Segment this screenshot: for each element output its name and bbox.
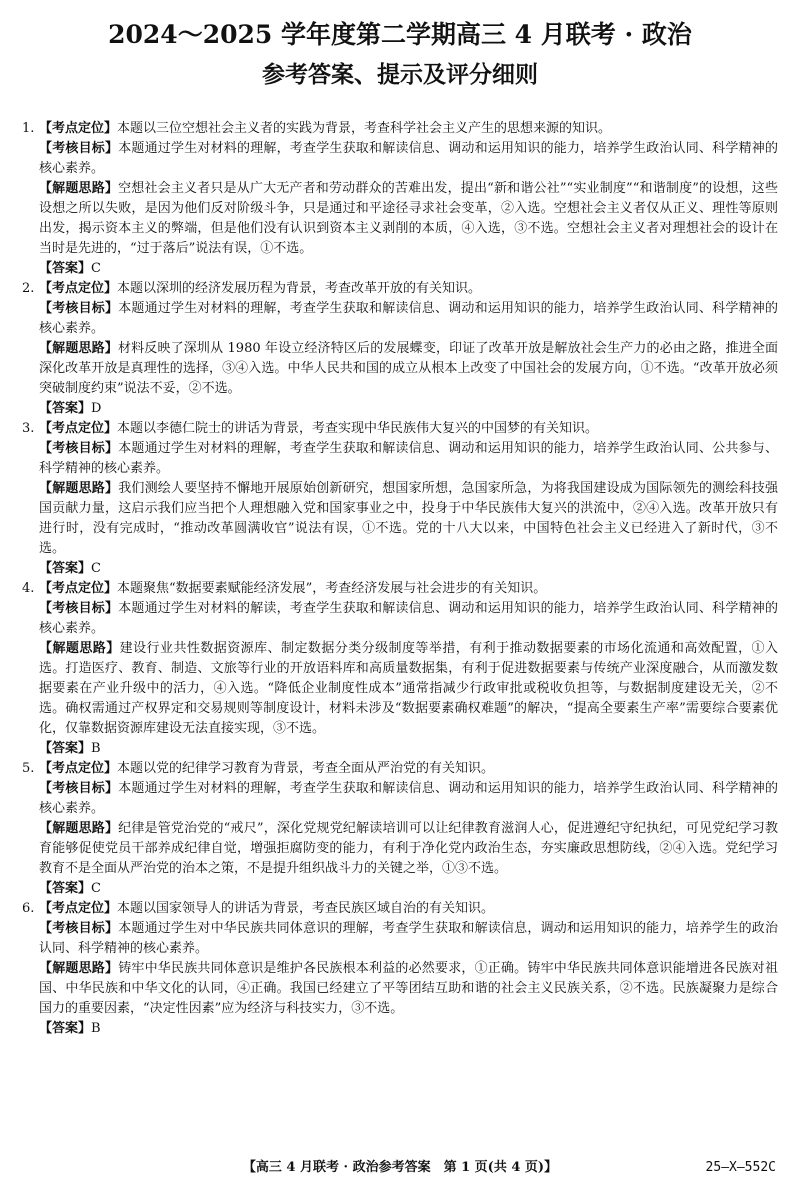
section-tag: 【考核目标】 (39, 601, 119, 616)
answer-section (22, 819, 778, 879)
section-text: 本题以党的纪律学习教育为背景，考查全面从严治党的有关知识。 (117, 761, 495, 776)
page-title: 2024～2025 学年度第二学期高三 4 月联考 · 政治 (108, 20, 692, 49)
section-tag: 【考点定位】 (39, 281, 118, 296)
section-tag: 【考点定位】 (39, 421, 118, 436)
answer-section (22, 579, 778, 599)
section-text: C (91, 881, 101, 896)
answer-section (22, 139, 778, 179)
answer-section (22, 439, 778, 479)
section-text: 材料反映了深圳从 1980 年设立经济特区后的发展蝶变，印证了改革开放是解放社会生产力的必由之路，推进全面深化改革开放是真理性的选择，③④入选。中华人民共和国的成立从根本上改变了中国社会的发展方向，①不选。“改革开放必须突破制度约束”说法不妥，②不选。 (39, 341, 778, 396)
answer-section (22, 759, 778, 779)
question-number: 3. (22, 421, 35, 436)
answer-section (22, 779, 778, 819)
question-block (22, 419, 778, 579)
section-tag: 【考点定位】 (39, 121, 118, 136)
section-text: 本题通过学生对材料的理解，考查学生获取和解读信息、调动和运用知识的能力，培养学生政治认同、科学精神的核心素养。 (39, 301, 778, 336)
section-text: 本题聚焦“数据要素赋能经济发展”，考查经济发展与社会进步的有关知识。 (117, 581, 547, 596)
answer-section (22, 299, 778, 339)
section-text: 铸牢中华民族共同体意识是维护各民族根本利益的必然要求，①正确。铸牢中华民族共同体意识能增进各民族对祖国、中华民族和中华文化的认同，④正确。我国已经建立了平等团结互助和谐的社会主义民族关系，②不选。民族凝聚力是综合国力的重要因素，“决定性因素”应为经济与科技实力，③不选。 (39, 961, 778, 1016)
answer-section (22, 639, 778, 739)
section-text: 本题通过学生对材料的理解，考查学生获取和解读信息、调动和运用知识的能力，培养学生政治认同、公共参与、科学精神的核心素养。 (39, 441, 778, 476)
question-block (22, 279, 778, 419)
question-block (22, 119, 778, 279)
answer-section (22, 419, 778, 439)
answer-section (22, 959, 778, 1019)
section-tag: 【考核目标】 (39, 441, 119, 456)
question-block (22, 579, 778, 759)
answer-section (22, 899, 778, 919)
section-tag: 【考点定位】 (39, 581, 118, 596)
question-block (22, 899, 778, 1039)
answer-section (22, 879, 778, 899)
answer-section (22, 919, 778, 959)
section-tag: 【解题思路】 (39, 181, 119, 196)
section-tag: 【解题思路】 (39, 961, 119, 976)
section-text: 建设行业共性数据资源库、制定数据分类分级制度等举措，有利于推动数据要素的市场化流通和高效配置，①入选。打造医疗、教育、制造、文旅等行业的开放语料库和高质量数据集，有利于促进数据要素与传统产业深度融合，从而激发数据要素在产业升级中的活力，④入选。“降低企业制度性成本”通常指减少行政审批或税收负担等，与数据制度建设无关，②不选。确权需通过产权界定和交易规则等制度设计，材料未涉及“数据要素确权难题”的解决，“提高全要素生产率”需要综合要素优化，仅靠数据资源库建设无法直接实现，③不选。 (39, 641, 778, 736)
question-number: 1. (22, 121, 35, 136)
footer-doc-code: 25—X—552C (705, 1160, 776, 1175)
answer-section (22, 399, 778, 419)
answer-section (22, 119, 778, 139)
answer-section (22, 259, 778, 279)
section-text: 本题通过学生对材料的理解，考查学生获取和解读信息、调动和运用知识的能力，培养学生政治认同、科学精神的核心素养。 (39, 781, 778, 816)
question-number: 5. (22, 761, 35, 776)
section-tag: 【考核目标】 (39, 301, 119, 316)
section-tag: 【答案】 (39, 1021, 92, 1036)
section-text: C (91, 261, 101, 276)
section-tag: 【答案】 (39, 561, 92, 576)
section-text: B (91, 1021, 101, 1036)
section-text: 空想社会主义者只是从广大无产者和劳动群众的苦难出发，提出“新和谐公社”“实业制度”“和谐制度”的设想，这些设想之所以失败，是因为他们反对阶级斗争，只是通过和平途径寻求社会变革，②入选。空想社会主义者仅从正义、理性等原则出发，揭示资本主义的弊端，但是他们没有认识到资本主义剥削的本质，④入选，③不选。空想社会主义者对理想社会的设计在当时是先进的，“过于落后”说法有误，①不选。 (39, 181, 778, 256)
section-text: 本题通过学生对中华民族共同体意识的理解，考查学生获取和解读信息，调动和运用知识的能力，培养学生的政治认同、科学精神的核心素养。 (39, 921, 778, 956)
answer-section (22, 339, 778, 399)
section-tag: 【考点定位】 (39, 901, 118, 916)
section-text: 本题以深圳的经济发展历程为背景，考查改革开放的有关知识。 (117, 281, 482, 296)
footer-page-info: 【高三 4 月联考 · 政治参考答案 第 1 页(共 4 页)】 (242, 1160, 558, 1175)
section-text: 本题通过学生对材料的理解，考查学生获取和解读信息、调动和运用知识的能力，培养学生政治认同、科学精神的核心素养。 (39, 141, 778, 176)
page-footer (0, 1158, 800, 1178)
section-tag: 【考点定位】 (39, 761, 118, 776)
section-tag: 【答案】 (39, 741, 92, 756)
section-text: 本题以李德仁院士的讲话为背景，考查实现中华民族伟大复兴的中国梦的有关知识。 (117, 421, 599, 436)
section-tag: 【考核目标】 (39, 781, 119, 796)
section-text: C (91, 561, 101, 576)
section-tag: 【考核目标】 (39, 921, 119, 936)
section-tag: 【解题思路】 (39, 641, 120, 656)
section-text: D (91, 401, 102, 416)
section-tag: 【答案】 (39, 881, 92, 896)
answer-section (22, 1019, 778, 1039)
section-text: 本题通过学生对材料的解读，考查学生获取和解读信息、调动和运用知识的能力，培养学生政治认同、科学精神的核心素养。 (39, 601, 778, 636)
question-list (22, 119, 778, 1039)
answer-section (22, 479, 778, 559)
answer-section (22, 599, 778, 639)
section-tag: 【答案】 (39, 401, 92, 416)
question-block (22, 759, 778, 899)
section-text: 纪律是管党治党的“戒尺”，深化党规党纪解读培训可以让纪律教育滋润人心，促进遵纪守纪执纪，可见党纪学习教育能够促使党员干部养成纪律自觉，增强拒腐防变的能力，有利于净化党内政治生态，夯实廉政思想防线，②④入选。党纪学习教育不是全面从严治党的治本之策，不是提升组织战斗力的关键之举，①③不选。 (39, 821, 778, 876)
section-tag: 【解题思路】 (39, 821, 119, 836)
question-number: 6. (22, 901, 35, 916)
section-tag: 【答案】 (39, 261, 92, 276)
question-number: 2. (22, 281, 35, 296)
answer-section (22, 279, 778, 299)
question-number: 4. (22, 581, 35, 596)
section-text: B (91, 741, 101, 756)
page-subtitle: 参考答案、提示及评分细则 (262, 61, 538, 88)
section-tag: 【考核目标】 (39, 141, 119, 156)
section-text: 我们测绘人要坚持不懈地开展原始创新研究，想国家所想，急国家所急，为将我国建设成为国际领先的测绘科技强国贡献力量，这启示我们应当把个人理想融入党和国家事业之中，投身于中华民族伟大复兴的洪流中，②④入选。改革开放只有进行时，没有完成时，“推动改革圆满收官”说法有误，①不选。党的十八大以来，中国特色社会主义已经进入了新时代，③不选。 (39, 481, 778, 556)
section-tag: 【解题思路】 (39, 341, 118, 356)
section-text: 本题以三位空想社会主义者的实践为背景，考查科学社会主义产生的思想来源的知识。 (117, 121, 612, 136)
section-text: 本题以国家领导人的讲话为背景，考查民族区域自治的有关知识。 (117, 901, 495, 916)
answer-section (22, 179, 778, 259)
section-tag: 【解题思路】 (39, 481, 119, 496)
answer-section (22, 559, 778, 579)
answer-section (22, 739, 778, 759)
